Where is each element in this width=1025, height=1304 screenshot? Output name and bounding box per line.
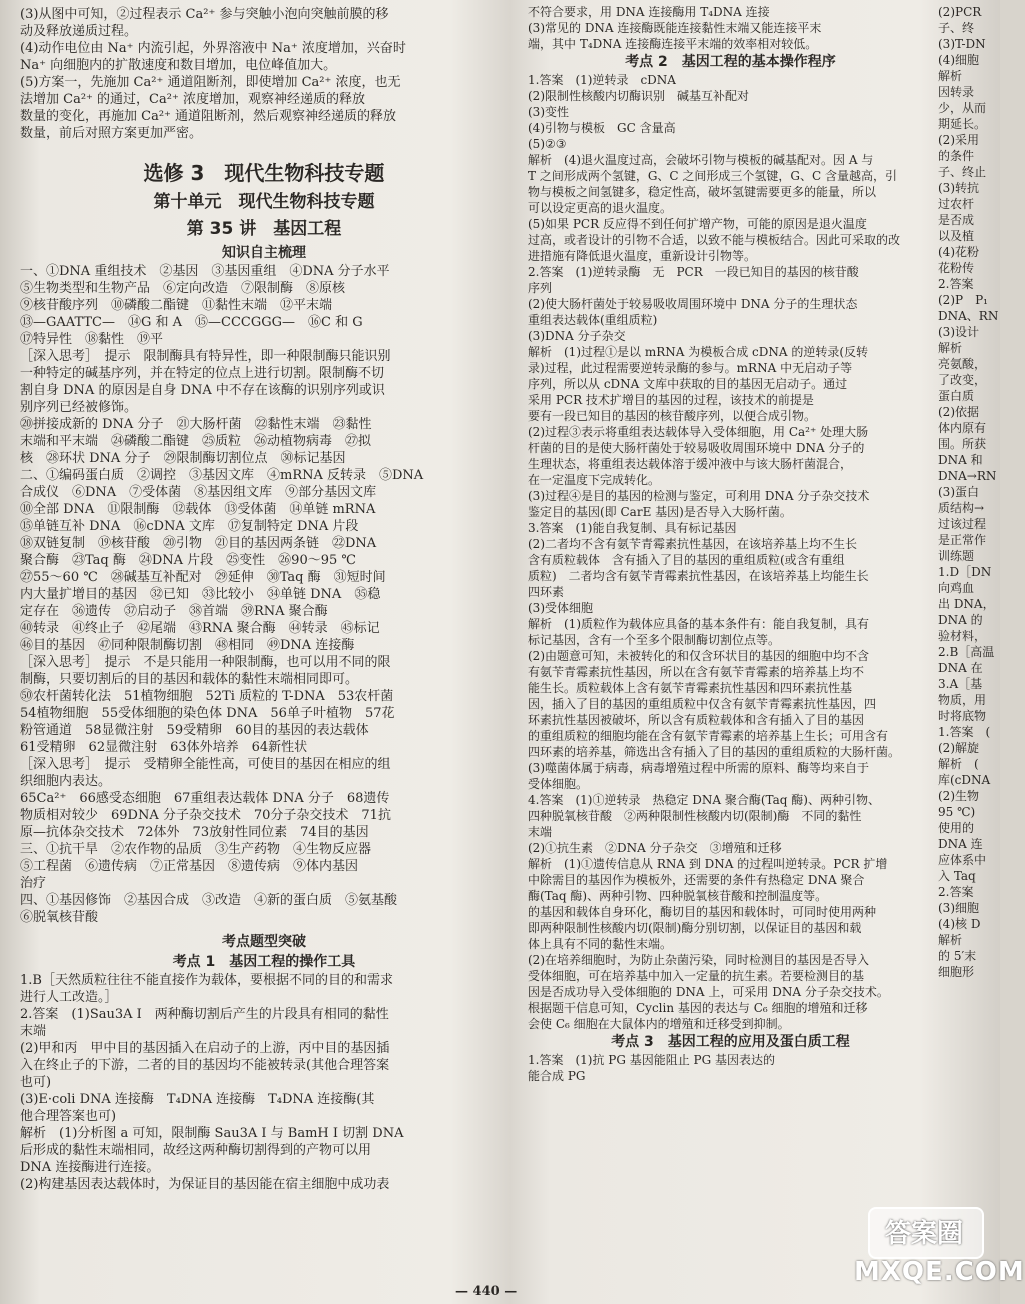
- text-line: 解析 (4)退火温度过高，会破坏引物与模板的碱基配对。因 A 与: [528, 153, 874, 167]
- text-line: (3)转抗: [938, 181, 979, 195]
- point1-answers: [20, 972, 508, 1193]
- text-line: ⑨核苷酸序列 ⑩磷酸二酯键 ⑪黏性末端 ⑫平末端: [20, 298, 333, 313]
- section-title: 知识自主梳理: [222, 245, 306, 261]
- text-line: 因，插入了目的基因的重组质粒中仅含有氨苄青霉素抗性基因，四: [528, 697, 877, 711]
- text-line: (2)采用: [938, 133, 979, 147]
- text-line: (3)受体细胞: [528, 601, 593, 615]
- text-line: ⑬—GAATTC— ⑭G 和 A ⑮—CCCGGG— ⑯C 和 G: [20, 315, 363, 330]
- text-line: 2.答案: [938, 277, 974, 291]
- text-line: 入 Taq: [938, 869, 976, 883]
- text-line: 重组表达载体(重组质粒): [528, 313, 658, 327]
- watermark-url: MXQE.COM: [854, 1257, 1025, 1287]
- text-line: ［深入思考］ 提示 不是只能用一种限制酶，也可以用不同的限: [20, 655, 391, 670]
- text-line: 物质，用: [938, 693, 987, 707]
- text-line: 1.答案 (: [938, 725, 991, 739]
- text-line: 序列: [528, 281, 553, 295]
- text-line: DNA 在: [938, 661, 983, 675]
- text-line: 数量的变化，再施加 Ca²⁺ 通道阻断剂，然后观察神经递质的释放: [20, 109, 397, 124]
- text-line: 2.B［高温: [938, 645, 995, 659]
- text-line: (3)T-DN: [938, 37, 986, 51]
- text-line: 2.答案: [938, 885, 974, 899]
- text-line: ㊵转录 ㊶终止子 ㊷尾端 ㊸RNA 聚合酶 ㊹转录 ㊺标记: [20, 621, 380, 636]
- text-line: ［深入思考］ 提示 限制酶具有特异性，即一种限制酶只能识别: [20, 349, 391, 364]
- text-line: ⑤工程菌 ⑥遗传病 ⑦正常基因 ⑧遗传病 ⑨体内基因: [20, 859, 359, 874]
- text-line: 中除需目的基因作为模板外，还需要的条件有热稳定 DNA 聚合: [528, 873, 865, 887]
- text-line: (2)依据: [938, 405, 979, 419]
- text-line: 少，从而: [938, 101, 987, 115]
- text-line: 过农杆: [938, 197, 975, 211]
- text-line: (4)动作电位由 Na⁺ 内流引起，外界溶液中 Na⁺ 浓度增加，兴奋时: [20, 41, 406, 56]
- text-line: (2)构建基因表达载体时，为保证目的基因能在宿主细胞中成功表: [20, 1177, 390, 1192]
- text-line: 含有质粒载体 含有插入了目的基因的重组质粒(或含有重组: [528, 553, 845, 567]
- text-line: 序列，所以从 cDNA 文库中获取的目的基因无启动子。通过: [528, 377, 848, 391]
- text-line: (3)DNA 分子杂交: [528, 329, 626, 343]
- text-line: (2)P P₁: [938, 293, 988, 307]
- text-line: ⑱双链复制 ⑲核苷酸 ⑳引物 ㉑目的基因两条链 ㉒DNA: [20, 536, 377, 551]
- text-line: (2)由题意可知，未被转化的和仅含环状目的基因的细胞中均不含: [528, 649, 870, 663]
- text-line: 61受精卵 62显微注射 63体外培养 64新性状: [20, 740, 308, 755]
- text-line: ⑥脱氧核苷酸: [20, 910, 99, 925]
- answer-continuation: [20, 0, 508, 142]
- text-line: 三、①抗干旱 ②农作物的品质 ③生产药物 ④生物反应器: [20, 842, 372, 857]
- text-line: 聚合酶 ㉓Taq 酶 ㉔DNA 片段 ㉕变性 ㉖90～95 ℃: [20, 553, 356, 568]
- lecture-title: 第 35 讲 基因工程: [186, 219, 342, 239]
- text-line: 体内原有: [938, 421, 987, 435]
- text-line: 2.答案 (1)Sau3A Ⅰ 两种酶切割后产生的片段具有相同的黏性: [20, 1007, 389, 1022]
- right-answers: [938, 0, 1000, 980]
- module-title: 选修 3 现代生物科技专题: [143, 161, 385, 185]
- text-line: 生理状态，将重组表达载体溶于缓冲液中与该大肠杆菌混合，: [528, 457, 853, 471]
- text-line: 训练题: [938, 549, 975, 563]
- text-line: 一种特定的碱基序列，并在特定的位点上进行切割。限制酶不切: [20, 366, 385, 381]
- text-line: 1.D［DN: [938, 565, 992, 579]
- text-line: 也可): [20, 1075, 52, 1090]
- text-line: DNA 连接酶进行连接。: [20, 1160, 160, 1175]
- text-line: 花粉传: [938, 261, 975, 275]
- text-line: (5)②③: [528, 137, 567, 151]
- text-line: 末端和平末端 ㉔磷酸二酯键 ㉕质粒 ㉖动植物病毒 ㉗拟: [20, 434, 372, 449]
- text-line: 进措施有降低退火温度，重新设计引物等。: [528, 249, 757, 263]
- text-line: 细胞形: [938, 965, 975, 979]
- text-line: 根据题干信息可知，Cyclin 基因的表达与 C₆ 细胞的增殖和迁移: [528, 1001, 868, 1015]
- text-line: 受体细胞，可在培养基中加入一定量的抗生素。若要检测目的基: [528, 969, 865, 983]
- text-line: 原—抗体杂交技术 72体外 73放射性同位素 74目的基因: [20, 825, 369, 840]
- text-line: DNA 连: [938, 837, 983, 851]
- text-line: (2)甲和丙 甲中目的基因插入在启动子的上游，丙中目的基因插: [20, 1041, 390, 1056]
- text-line: ⑩全部 DNA ⑪限制酶 ⑫载体 ⑬受体菌 ⑭单链 mRNA: [20, 502, 376, 517]
- text-line: (2)使大肠杆菌处于较易吸收周围环境中 DNA 分子的生理状态: [528, 297, 858, 311]
- text-line: (2)PCR: [938, 5, 982, 19]
- text-line: 采用 PCR 技术扩增目的基因的过程，该技术的前提是: [528, 393, 814, 407]
- text-line: 2.答案 (1)逆转录酶 无 PCR 一段已知目的基因的核苷酸: [528, 265, 859, 279]
- text-line: DNA 和: [938, 453, 983, 467]
- text-line: (3)常见的 DNA 连接酶既能连接黏性末端又能连接平末: [528, 21, 822, 35]
- text-line: 酶(Taq 酶)、两种引物、四种脱氧核苷酸和控制温度等。: [528, 889, 828, 903]
- text-line: DNA 的: [938, 613, 983, 627]
- text-line: 一、①DNA 重组技术 ②基因 ③基因重组 ④DNA 分子水平: [20, 264, 390, 279]
- text-line: 蛋白质: [938, 389, 975, 403]
- text-line: 1.答案 (1)逆转录 cDNA: [528, 73, 676, 87]
- text-line: 合成仪 ⑥DNA ⑦受体菌 ⑧基因组文库 ⑨部分基因文库: [20, 485, 377, 500]
- text-line: 可以设定更高的退火温度。: [528, 201, 673, 215]
- text-line: (3)噬菌体属于病毒，病毒增殖过程中所需的原料、酶等均来自于: [528, 761, 870, 775]
- text-line: 动及释放递质过程。: [20, 24, 138, 39]
- text-line: 质粒) 二者均含有氨苄青霉素抗性基因，在该培养基上均能生长: [528, 569, 869, 583]
- text-line: 因转录: [938, 85, 975, 99]
- text-line: 有氨苄青霉素抗性基因，所以在含有氨苄青霉素的培养基上均不: [528, 665, 865, 679]
- text-line: 法增加 Ca²⁺ 的通过，Ca²⁺ 浓度增加，观察神经递质的释放: [20, 92, 365, 107]
- text-line: 四环素: [528, 585, 565, 599]
- text-line: 解析 (1)①遗传信息从 RNA 到 DNA 的过程叫逆转录。PCR 扩增: [528, 857, 888, 871]
- page-number: — 440 —: [455, 1284, 518, 1299]
- text-line: ㊿农杆菌转化法 51植物细胞 52Ti 质粒的 T-DNA 53农杆菌: [20, 689, 394, 704]
- text-line: 亮氨酸，: [938, 357, 987, 371]
- text-line: (3)从图中可知，②过程表示 Ca²⁺ 参与突触小泡向突触前膜的移: [20, 7, 389, 22]
- text-line: (2)在培养细胞时，为防止杂菌污染，同时检测目的基因是否导入: [528, 953, 870, 967]
- text-line: 的条件: [938, 149, 975, 163]
- text-line: 鉴定目的基因(即 CarE 基因)是否导入大肠杆菌。: [528, 505, 792, 519]
- knowledge-review: [20, 263, 508, 926]
- text-line: (3)细胞: [938, 901, 979, 915]
- text-line: 是否成: [938, 213, 975, 227]
- text-line: (3)过程④是目的基因的检测与鉴定，可利用 DNA 分子杂交技术: [528, 489, 870, 503]
- text-line: (2)过程③表示将重组表达载体导入受体细胞，用 Ca²⁺ 处理大肠: [528, 425, 869, 439]
- text-line: 入在终止子的下游，二者的目的基因均不能被转录(其他合理答案: [20, 1058, 390, 1073]
- text-line: 因是否成功导入受体细胞的 DNA 上，可采用 DNA 分子杂交技术。: [528, 985, 889, 999]
- text-line: 65Ca²⁺ 66感受态细胞 67重组表达载体 DNA 分子 68遗传: [20, 791, 390, 806]
- text-line: 3.答案 (1)能自我复制、具有标记基因: [528, 521, 737, 535]
- text-line: 末端: [528, 825, 553, 839]
- text-line: 解析 (: [938, 757, 979, 771]
- text-line: 1.答案 (1)抗 PG 基因能阻止 PG 基因表达的: [528, 1053, 776, 1067]
- text-line: 不符合要求，用 DNA 连接酶用 T₄DNA 连接: [528, 5, 770, 19]
- text-line: (2)二者均不含有氨苄青霉素抗性基因，在该培养基上均不生长: [528, 537, 858, 551]
- text-line: 粉管通道 58显微注射 59受精卵 60目的基因的表达载体: [20, 723, 369, 738]
- text-line: 出 DNA，: [938, 597, 995, 611]
- text-line: ［深入思考］ 提示 受精卵全能性高，可使目的基因在相应的组: [20, 757, 391, 772]
- text-line: ⑤生物类型和生物产品 ⑥定向改造 ⑦限制酶 ⑧原核: [20, 281, 346, 296]
- text-line: (2)生物: [938, 789, 979, 803]
- text-line: 54植物细胞 55受体细胞的染色体 DNA 56单子叶植物 57花: [20, 706, 395, 721]
- text-line: 四环素的培养基，筛选出含有插入了目的基因的重组质粒的大肠杆菌。: [528, 745, 901, 759]
- point1-title: 考点 1 基因工程的操作工具: [172, 954, 356, 970]
- text-line: 4.答案 (1)①逆转录 热稳定 DNA 聚合酶(Taq 酶)、两种引物、: [528, 793, 880, 807]
- text-line: 末端: [20, 1024, 47, 1039]
- text-line: 四、①基因修饰 ②基因合成 ③改造 ④新的蛋白质 ⑤氨基酸: [20, 893, 398, 908]
- text-line: (4)核 D: [938, 917, 981, 931]
- point3-answers: [528, 1052, 933, 1084]
- text-line: (3)设计: [938, 325, 979, 339]
- text-line: (4)花粉: [938, 245, 979, 259]
- text-line: 子、终止: [938, 165, 987, 179]
- text-line: 3.A［基: [938, 677, 983, 691]
- text-line: 子、终: [938, 21, 975, 35]
- text-line: 以及植: [938, 229, 975, 243]
- text-line: 期延长。: [938, 117, 987, 131]
- text-line: 即两种限制性核酸内切(限制)酶分别切割，以保证目的基因和载: [528, 921, 862, 935]
- text-line: (2)限制性核酸内切酶识别 碱基互补配对: [528, 89, 749, 103]
- text-line: 治疗: [20, 876, 47, 891]
- text-line: (3)变性: [528, 105, 569, 119]
- text-line: 核 ㉘环状 DNA 分子 ㉙限制酶切割位点 ㉚标记基因: [20, 451, 346, 466]
- text-line: ㊻目的基因 ㊼同种限制酶切割 ㊽相同 ㊾DNA 连接酶: [20, 638, 355, 653]
- text-line: 的重组质粒的细胞均能在含有氨苄青霉素的培养基上生长；可用含有: [528, 729, 889, 743]
- text-line: 录)过程，此过程需要逆转录酶的参与。mRNA 中无启动子等: [528, 361, 853, 375]
- text-line: 别序列已经被修饰。: [20, 400, 138, 415]
- text-line: (5)方案一，先施加 Ca²⁺ 通道阻断剂，即使增加 Ca²⁺ 浓度，也无: [20, 75, 401, 90]
- text-line: 体上具有不同的黏性末端。: [528, 937, 673, 951]
- text-line: 的 5′末: [938, 949, 977, 963]
- text-line: 受体细胞。: [528, 777, 589, 791]
- text-line: 数量，前后对照方案更加严密。: [20, 126, 203, 141]
- text-line: ㉗55～60 ℃ ㉘碱基互补配对 ㉙延伸 ㉚Taq 酶 ㉛短时间: [20, 570, 386, 585]
- text-line: ⑮单链互补 DNA ⑯cDNA 文库 ⑰复制特定 DNA 片段: [20, 519, 359, 534]
- text-line: 解析 (1)过程①是以 mRNA 为模板合成 cDNA 的逆转录(反转: [528, 345, 869, 359]
- text-line: 应体系中: [938, 853, 987, 867]
- point2-answers: [528, 72, 933, 1032]
- text-line: 解析: [938, 69, 963, 83]
- text-line: (2)①抗生素 ②DNA 分子杂交 ③增殖和迁移: [528, 841, 782, 855]
- point3-title: 考点 3 基因工程的应用及蛋白质工程: [611, 1034, 850, 1050]
- text-line: (3)E·coli DNA 连接酶 T₄DNA 连接酶 T₄DNA 连接酶(其: [20, 1092, 375, 1107]
- text-line: 时将底物: [938, 709, 987, 723]
- text-line: 验材料，: [938, 629, 987, 643]
- text-line: 内大量扩增目的基因 ㉜已知 ㉝比较小 ㉞单链 DNA ㉟稳: [20, 587, 381, 602]
- text-line: (3)蛋白: [938, 485, 979, 499]
- left-column: [20, 0, 508, 1304]
- text-line: 了改变，: [938, 373, 987, 387]
- text-line: 标记基因，含有一个至多个限制酶切割位点等。: [528, 633, 781, 647]
- text-line: 制酶，只要切割后的目的基因和载体的黏性末端相同即可。: [20, 672, 359, 687]
- answer-continuation-mid: [528, 0, 933, 52]
- text-line: 解析 (1)分析图 a 可知，限制酶 Sau3A Ⅰ 与 BamH Ⅰ 切割 DNA: [20, 1126, 404, 1141]
- text-line: 95 ℃): [938, 805, 976, 819]
- text-line: 他合理答案也可): [20, 1109, 117, 1124]
- text-line: 质结构→: [938, 501, 985, 515]
- text-line: DNA、RN: [938, 309, 999, 323]
- text-line: 解析 (1)质粒作为载体应具备的基本条件有：能自我复制，具有: [528, 617, 870, 631]
- text-line: (4)引物与模板 GC 含量高: [528, 121, 676, 135]
- watermark-logo: [854, 1205, 1025, 1297]
- text-line: 端，其中 T₄DNA 连接酶连接平末端的效率相对较低。: [528, 37, 818, 51]
- text-line: 库(cDNA: [938, 773, 991, 787]
- text-line: 能合成 PG: [528, 1069, 586, 1083]
- text-line: 会使 C₆ 细胞在大鼠体内的增殖和迁移受到抑制。: [528, 1017, 790, 1031]
- text-line: 围。所获: [938, 437, 987, 451]
- text-line: 过高，或者设计的引物不合适，以致不能与模板结合。因此可采取的改: [528, 233, 901, 247]
- text-line: 在一定温度下完成转化。: [528, 473, 661, 487]
- text-line: 解析: [938, 341, 963, 355]
- watermark-title: 答案圈: [884, 1219, 963, 1249]
- text-line: 是正常作: [938, 533, 987, 547]
- middle-column: [528, 0, 933, 1304]
- text-line: 能生长。质粒载体上含有氨苄青霉素抗性基因和四环素抗性基: [528, 681, 853, 695]
- right-column-cropped: [938, 0, 1000, 1304]
- text-line: (2)解旋: [938, 741, 979, 755]
- unit-title: 第十单元 现代生物科技专题: [153, 192, 375, 212]
- text-line: 环素抗性基因被破坏，所以含有质粒载体和含有插入了目的基因: [528, 713, 865, 727]
- text-line: 割自身 DNA 的原因是自身 DNA 中不存在该酶的识别序列或识: [20, 383, 385, 398]
- text-line: 定存在 ㊱遗传 ㊲启动子 ㊳首端 ㊴RNA 聚合酶: [20, 604, 328, 619]
- text-line: ⑰特异性 ⑱黏性 ⑲平: [20, 332, 164, 347]
- text-line: 要有一段已知目的基因的核苷酸序列，以便合成引物。: [528, 409, 817, 423]
- text-line: 物质相对较少 69DNA 分子杂交技术 70分子杂交技术 71抗: [20, 808, 391, 823]
- text-line: T 之间形成两个氢键，G、C 之间形成三个氢键，G、C 含量越高，引: [528, 169, 897, 183]
- text-line: 物与模板之间氢键多，稳定性高，破坏氢键需要更多的能量，所以: [528, 185, 877, 199]
- text-line: (5)如果 PCR 反应得不到任何扩增产物，可能的原因是退火温度: [528, 217, 867, 231]
- text-line: DNA→RN: [938, 469, 997, 483]
- text-line: 进行人工改造。］: [20, 990, 118, 1005]
- text-line: Na⁺ 向细胞内的扩散速度和数目增加，电位峰值加大。: [20, 58, 337, 73]
- text-line: 四种脱氧核苷酸 ②两种限制性核酸内切(限制)酶 不同的黏性: [528, 809, 862, 823]
- point2-title: 考点 2 基因工程的基本操作程序: [625, 54, 836, 70]
- text-line: 的基因和载体自身环化，酶切目的基因和载体时，可同时使用两种: [528, 905, 877, 919]
- text-line: 二、①编码蛋白质 ②调控 ③基因文库 ④mRNA 反转录 ⑤DNA: [20, 468, 424, 483]
- text-line: 织细胞内表达。: [20, 774, 112, 789]
- text-line: 过该过程: [938, 517, 987, 531]
- text-line: 1.B［天然质粒往往不能直接作为载体，要根据不同的目的和需求: [20, 973, 393, 988]
- text-line: 向鸡血: [938, 581, 975, 595]
- text-line: 使用的: [938, 821, 975, 835]
- breakthrough-title: 考点题型突破: [222, 934, 306, 950]
- text-line: 杆菌的目的是使大肠杆菌处于较易吸收周围环境中 DNA 分子的: [528, 441, 865, 455]
- text-line: ⑳拼接成新的 DNA 分子 ㉑大肠杆菌 ㉒黏性末端 ㉓黏性: [20, 417, 372, 432]
- text-line: 解析: [938, 933, 963, 947]
- text-line: (4)细胞: [938, 53, 979, 67]
- text-line: 后形成的黏性末端相同，故经这两种酶切割得到的产物可以用: [20, 1143, 372, 1158]
